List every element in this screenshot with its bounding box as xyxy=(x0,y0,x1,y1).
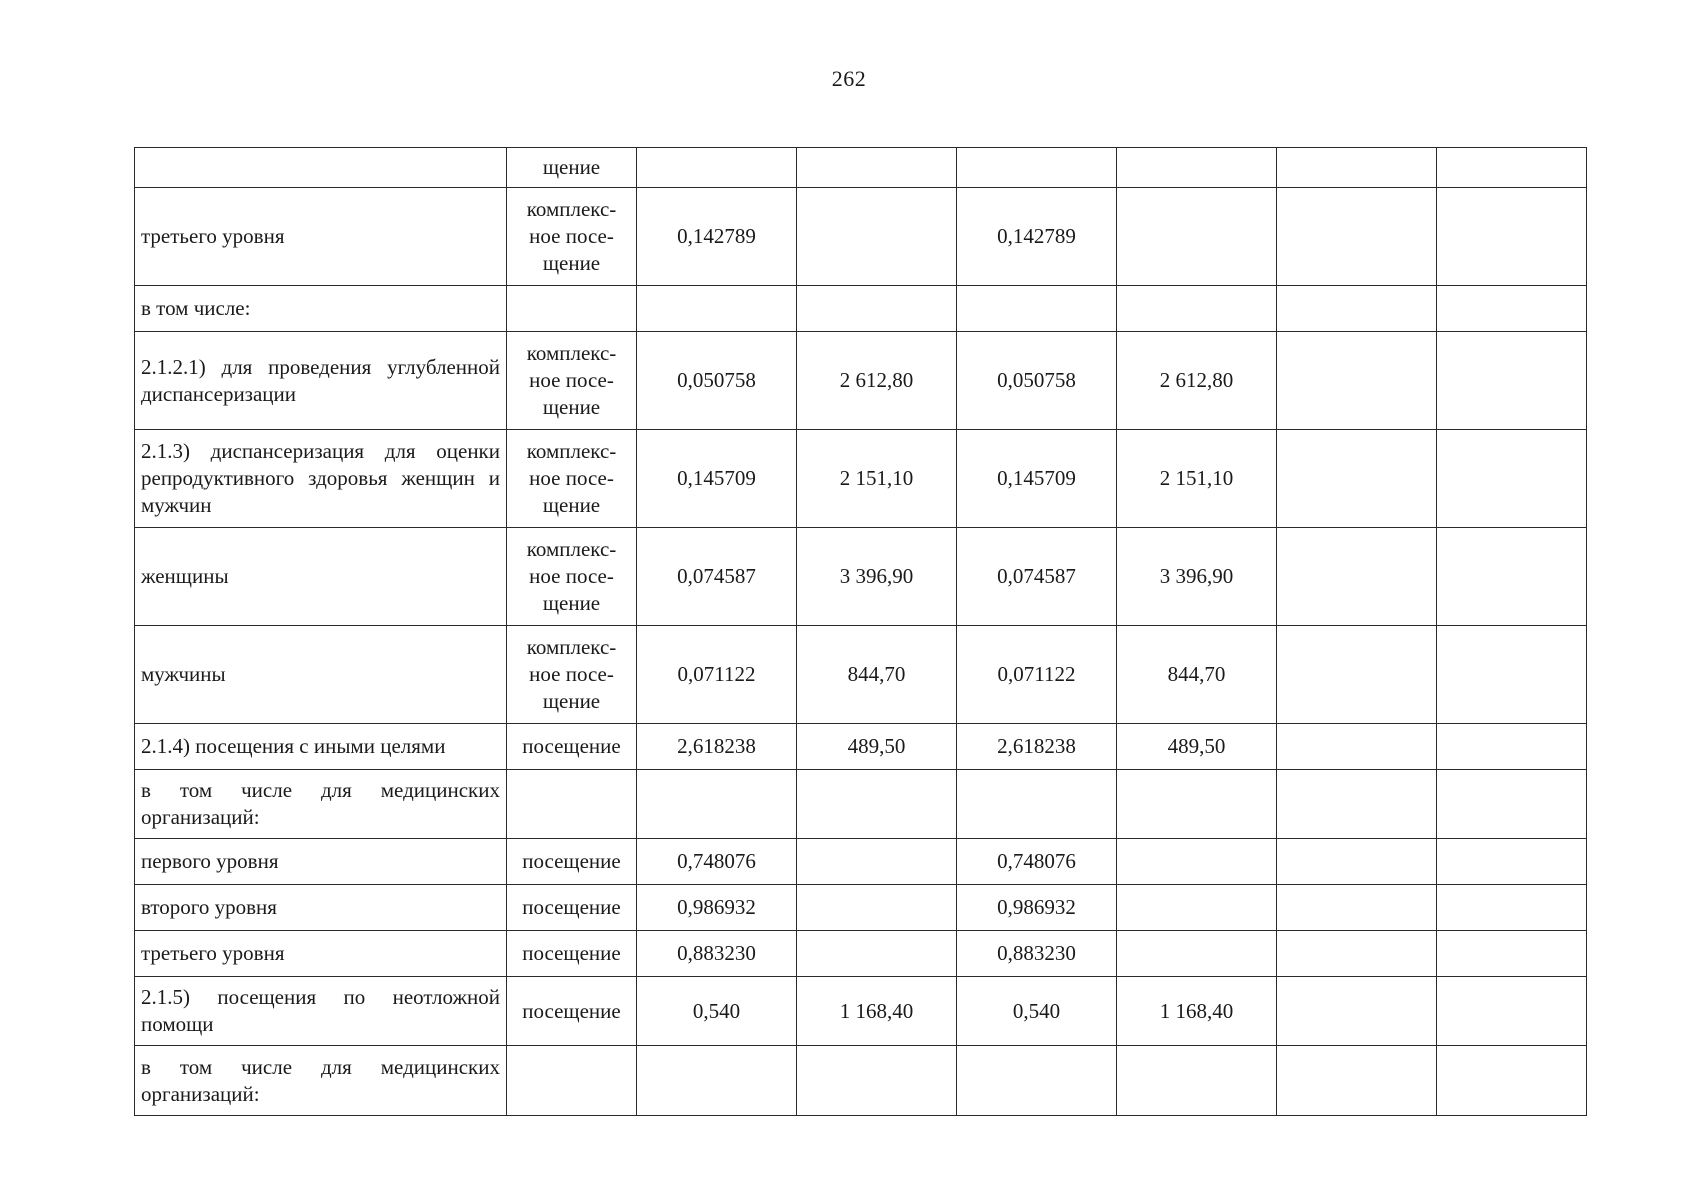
value-cell xyxy=(797,286,957,332)
value-cell: 0,748076 xyxy=(637,839,797,885)
table-row xyxy=(135,931,1587,977)
table-row xyxy=(135,188,1587,286)
value-cell xyxy=(1437,724,1587,770)
value-cell: 0,050758 xyxy=(637,332,797,430)
value-cell xyxy=(797,770,957,839)
table-row xyxy=(135,1046,1587,1116)
value-cell xyxy=(1277,430,1437,528)
value-cell xyxy=(1117,931,1277,977)
value-cell: 2,618238 xyxy=(957,724,1117,770)
value-cell: 0,071122 xyxy=(957,626,1117,724)
row-name-cell: 2.1.3) диспансеризация для оценки репродуктивного здоровья женщин и мужчин xyxy=(135,430,507,528)
value-cell: 0,050758 xyxy=(957,332,1117,430)
value-cell xyxy=(1437,148,1587,188)
value-cell xyxy=(1437,188,1587,286)
row-name-cell: третьего уровня xyxy=(135,188,507,286)
table-row xyxy=(135,148,1587,188)
value-cell xyxy=(1117,286,1277,332)
value-cell: 2 151,10 xyxy=(1117,430,1277,528)
value-cell: 0,145709 xyxy=(957,430,1117,528)
value-cell xyxy=(637,286,797,332)
value-cell: 2 612,80 xyxy=(797,332,957,430)
value-cell xyxy=(1277,188,1437,286)
value-cell: 0,986932 xyxy=(637,885,797,931)
table-row xyxy=(135,528,1587,626)
unit-cell: посещение xyxy=(507,977,637,1046)
page-number: 262 xyxy=(831,66,867,91)
value-cell: 0,074587 xyxy=(957,528,1117,626)
value-cell: 0,074587 xyxy=(637,528,797,626)
value-cell xyxy=(797,1046,957,1116)
value-cell xyxy=(1117,1046,1277,1116)
value-cell xyxy=(1437,977,1587,1046)
value-cell: 0,145709 xyxy=(637,430,797,528)
unit-cell: комплекс-ное посе-щение xyxy=(507,430,637,528)
value-cell: 3 396,90 xyxy=(1117,528,1277,626)
unit-cell: посещение xyxy=(507,885,637,931)
unit-cell: щение xyxy=(507,148,637,188)
table-row xyxy=(135,724,1587,770)
value-cell xyxy=(1277,885,1437,931)
table-row xyxy=(135,332,1587,430)
value-cell: 2 612,80 xyxy=(1117,332,1277,430)
value-cell xyxy=(637,148,797,188)
value-cell xyxy=(1437,931,1587,977)
row-name-cell: 2.1.2.1) для проведения углубленной диспансеризации xyxy=(135,332,507,430)
unit-cell: комплекс-ное посе-щение xyxy=(507,332,637,430)
row-name-cell: в том числе для медицинских организаций: xyxy=(135,1046,507,1116)
value-cell xyxy=(1437,332,1587,430)
table-row xyxy=(135,626,1587,724)
value-cell: 0,883230 xyxy=(957,931,1117,977)
value-cell xyxy=(1277,977,1437,1046)
unit-cell xyxy=(507,286,637,332)
value-cell xyxy=(1437,430,1587,528)
value-cell xyxy=(1437,885,1587,931)
value-cell xyxy=(797,931,957,977)
value-cell xyxy=(1437,626,1587,724)
value-cell xyxy=(1437,770,1587,839)
value-cell: 0,748076 xyxy=(957,839,1117,885)
value-cell: 489,50 xyxy=(797,724,957,770)
unit-cell: посещение xyxy=(507,724,637,770)
value-cell xyxy=(1117,770,1277,839)
value-cell xyxy=(1117,148,1277,188)
row-name-cell: третьего уровня xyxy=(135,931,507,977)
unit-cell: комплекс-ное посе-щение xyxy=(507,528,637,626)
row-name-cell: 2.1.4) посещения с иными целями xyxy=(135,724,507,770)
value-cell xyxy=(1277,148,1437,188)
value-cell xyxy=(957,148,1117,188)
value-cell xyxy=(797,885,957,931)
value-cell xyxy=(1277,332,1437,430)
table-row xyxy=(135,977,1587,1046)
unit-cell xyxy=(507,770,637,839)
value-cell: 2,618238 xyxy=(637,724,797,770)
value-cell: 0,986932 xyxy=(957,885,1117,931)
value-cell xyxy=(957,1046,1117,1116)
value-cell xyxy=(797,148,957,188)
row-name-cell: в том числе: xyxy=(135,286,507,332)
value-cell: 844,70 xyxy=(797,626,957,724)
value-cell: 2 151,10 xyxy=(797,430,957,528)
row-name-cell: в том числе для медицинских организаций: xyxy=(135,770,507,839)
row-name-cell xyxy=(135,148,507,188)
row-name-cell: первого уровня xyxy=(135,839,507,885)
row-name-cell: мужчины xyxy=(135,626,507,724)
value-cell: 0,142789 xyxy=(957,188,1117,286)
unit-cell: комплекс-ное посе-щение xyxy=(507,188,637,286)
value-cell xyxy=(1437,528,1587,626)
value-cell xyxy=(797,839,957,885)
data-table xyxy=(134,147,1587,1116)
value-cell xyxy=(957,770,1117,839)
unit-cell: посещение xyxy=(507,931,637,977)
value-cell xyxy=(637,770,797,839)
value-cell: 489,50 xyxy=(1117,724,1277,770)
row-name-cell: второго уровня xyxy=(135,885,507,931)
value-cell: 0,540 xyxy=(957,977,1117,1046)
value-cell xyxy=(1277,286,1437,332)
value-cell: 844,70 xyxy=(1117,626,1277,724)
value-cell xyxy=(1437,286,1587,332)
value-cell xyxy=(637,1046,797,1116)
value-cell xyxy=(1277,770,1437,839)
value-cell: 0,142789 xyxy=(637,188,797,286)
unit-cell: комплекс-ное посе-щение xyxy=(507,626,637,724)
value-cell: 1 168,40 xyxy=(797,977,957,1046)
table-row xyxy=(135,839,1587,885)
row-name-cell: женщины xyxy=(135,528,507,626)
unit-cell: посещение xyxy=(507,839,637,885)
value-cell xyxy=(797,188,957,286)
value-cell xyxy=(1277,724,1437,770)
value-cell: 0,883230 xyxy=(637,931,797,977)
table-row xyxy=(135,286,1587,332)
value-cell xyxy=(1117,188,1277,286)
table-row xyxy=(135,885,1587,931)
value-cell xyxy=(1117,839,1277,885)
value-cell xyxy=(957,286,1117,332)
value-cell xyxy=(1437,839,1587,885)
value-cell xyxy=(1277,528,1437,626)
value-cell: 0,071122 xyxy=(637,626,797,724)
value-cell: 1 168,40 xyxy=(1117,977,1277,1046)
unit-cell xyxy=(507,1046,637,1116)
value-cell xyxy=(1277,931,1437,977)
value-cell: 0,540 xyxy=(637,977,797,1046)
value-cell xyxy=(1117,885,1277,931)
value-cell xyxy=(1277,839,1437,885)
value-cell xyxy=(1437,1046,1587,1116)
row-name-cell: 2.1.5) посещения по неотложной помощи xyxy=(135,977,507,1046)
table-row xyxy=(135,430,1587,528)
value-cell: 3 396,90 xyxy=(797,528,957,626)
table-row xyxy=(135,770,1587,839)
value-cell xyxy=(1277,626,1437,724)
value-cell xyxy=(1277,1046,1437,1116)
